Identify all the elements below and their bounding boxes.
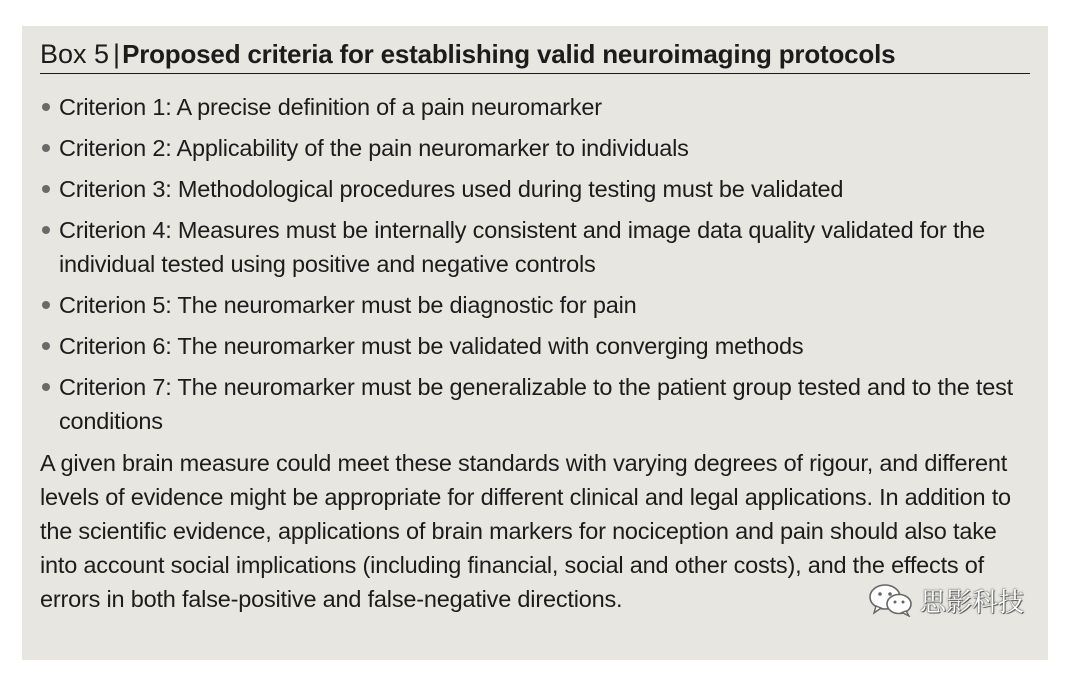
criteria-list bbox=[40, 90, 1030, 445]
bullet-icon bbox=[42, 226, 50, 234]
list-item bbox=[40, 90, 1030, 124]
list-item bbox=[40, 172, 1030, 206]
watermark-text: 思影科技 bbox=[920, 587, 1025, 618]
bullet-icon bbox=[42, 383, 50, 391]
bullet-icon bbox=[42, 185, 50, 193]
criterion-text: Criterion 7: The neuromarker must be generalizable to the patient group tested and to the test conditions bbox=[59, 374, 1013, 434]
box-label: Box 5 bbox=[40, 39, 110, 69]
wechat-icon bbox=[868, 583, 914, 617]
bullet-icon bbox=[42, 301, 50, 309]
list-item bbox=[40, 370, 1030, 438]
criterion-text: Criterion 3: Methodological procedures used during testing must be validated bbox=[59, 176, 844, 202]
criterion-text: Criterion 5: The neuromarker must be diagnostic for pain bbox=[59, 292, 637, 318]
box-title: Proposed criteria for establishing valid neuroimaging protocols bbox=[122, 39, 896, 69]
criterion-text: Criterion 6: The neuromarker must be validated with converging methods bbox=[59, 333, 804, 359]
criterion-text: Criterion 2: Applicability of the pain neuromarker to individuals bbox=[59, 135, 689, 161]
list-item bbox=[40, 329, 1030, 363]
criterion-text: Criterion 1: A precise definition of a pain neuromarker bbox=[59, 94, 602, 120]
bullet-icon bbox=[42, 144, 50, 152]
criterion-text: Criterion 4: Measures must be internally consistent and image data quality validated for the individual tested using positive and negative controls bbox=[59, 217, 986, 277]
box-header bbox=[40, 34, 1030, 74]
summary-paragraph: A given brain measure could meet these standards with varying degrees of rigour, and different levels of evidence might be appropriate for different clinical and legal applications. In addition to the scientific evidence, applications of brain markers for nociception and pain should also take into account social implications (including financial, social and other costs), and the effects of errors in both false-positive and false-negative directions. bbox=[40, 450, 1011, 612]
box-5-panel bbox=[22, 26, 1048, 660]
list-item bbox=[40, 213, 1030, 281]
list-item bbox=[40, 288, 1030, 322]
bullet-icon bbox=[42, 103, 50, 111]
list-item bbox=[40, 131, 1030, 165]
watermark bbox=[868, 580, 1024, 620]
bullet-icon bbox=[42, 342, 50, 350]
header-separator: | bbox=[113, 39, 121, 69]
